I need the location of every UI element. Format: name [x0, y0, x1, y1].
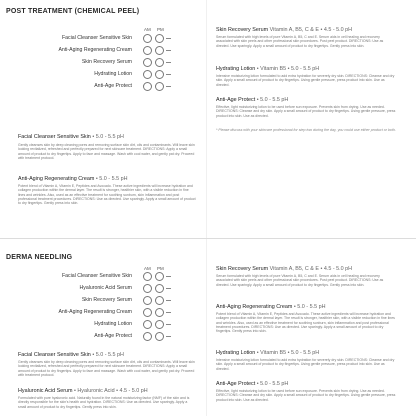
post-pm-header: PM — [157, 27, 164, 32]
post-product-heading — [216, 97, 288, 103]
derma-pm-checkbox[interactable] — [155, 272, 164, 281]
derma-product-description: Effective, light moisturizing lotion to be used before sun exposure. Prevents skin from drying. Use as needed. DIRECTIONS: Cleanse and dry skin. Apply a small amount of product to dry fingertips. Using gentle pressure, press product into skin. Use as directed. — [216, 389, 396, 402]
derma-am-header: AM — [144, 266, 151, 271]
derma-product-heading — [216, 266, 352, 272]
post-note: * Please discuss with your skincare professional for step two during the day, you could use either product or both. — [216, 128, 396, 132]
derma-pm-checkbox[interactable] — [155, 296, 164, 305]
derma-product-heading — [18, 352, 124, 358]
derma-product-description: Potent blend of Vitamin A, Vitamin E, Peptides and Avocado. These active ingredients will increase hydration and collagen production within the dermal layer. The result is stronger, healthier skin, with a visible reduction in fine lines and wrinkles. Also, used as an effective treatment for soothing sunburn, skin inflammation and post professional treatment procedures. DIRECTIONS: Use as directed. Use sparingly. Apply a small amount of product to dry fingertips. Gently press into skin. — [216, 312, 395, 334]
post-step-row — [0, 82, 200, 93]
product-ph: • 5.0 - 5.5 pH — [293, 304, 326, 310]
post-step-row — [0, 70, 200, 81]
product-ph: • Vitamin B5 • 5.0 - 5.5 pH — [256, 66, 320, 72]
derma-section-title: DERMA NEEDLING — [6, 254, 73, 261]
post-am-checkbox[interactable] — [143, 70, 152, 79]
post-am-checkbox[interactable] — [143, 34, 152, 43]
derma-product-heading — [216, 304, 325, 310]
product-name: Hydrating Lotion — [216, 350, 256, 356]
derma-step-row — [0, 308, 200, 319]
post-step-label: Hydrating Lotion — [94, 71, 132, 77]
post-step-label: Anti-Age Protect — [94, 83, 132, 89]
derma-step-label: Skin Recovery Serum — [81, 297, 132, 303]
derma-row-line — [166, 288, 171, 289]
product-ph: • 5.0 - 5.5 pH — [256, 97, 289, 103]
product-name: Skin Recovery Serum — [216, 27, 269, 33]
product-ph: • 5.0 - 5.5 pH — [256, 381, 289, 387]
post-step-label: Skin Recovery Serum — [81, 59, 132, 65]
derma-row-line — [166, 300, 171, 301]
derma-product-heading — [216, 350, 319, 356]
derma-product-description: Serum formulated with high levels of pure Vitamin A, B5, C and E. Serum aids in cell healing and recovery associated with skin peels and other professional skin procedures. Post peel product. DIRECTIONS: Use as directed. Use sparingly. Apply a small amount of product to dry fingertips. Gently press into skin. — [216, 274, 384, 287]
post-step-label: Anti-Aging Regenerating Cream — [58, 47, 132, 53]
product-name: Hydrating Lotion — [216, 66, 256, 72]
post-row-line — [166, 62, 171, 63]
derma-pm-checkbox[interactable] — [155, 308, 164, 317]
post-product-description: Potent blend of Vitamin A, Vitamin E, Peptides and Avocado. These active ingredients will increase hydration and collagen production within the dermal layer. The result is stronger, healthier skin, with a visible reduction in fine lines and wrinkles. Also, used as an effective treatment for soothing sunburn, skin inflammation and post professional treatment procedures. DIRECTIONS: Use as directed. Use sparingly. Apply a small amount of product to dry fingertips. Gently press into skin. — [18, 184, 196, 206]
post-product-heading — [216, 27, 352, 33]
product-ph: • 5.0 - 5.5 pH — [92, 134, 124, 140]
post-row-line — [166, 86, 171, 87]
post-product-description: Intensive moisturizing lotion formulated to add extra hydration for severely dry skin. DIRECTIONS: Cleanse and dry skin. Apply a small amount of product to dry fingertips. Using gentle pressure, press product into skin. Use as directed. — [216, 74, 395, 87]
post-product-description: Effective, light moisturizing lotion to be used before sun exposure. Prevents skin from drying. Use as needed. DIRECTIONS: Cleanse and dry skin. Apply a small amount of product to dry fingertips. Using gentle pressure, press product into skin. Use as directed. — [216, 105, 396, 118]
post-am-header: AM — [144, 27, 151, 32]
post-product-heading — [216, 66, 319, 72]
post-am-checkbox[interactable] — [143, 82, 152, 91]
column-divider — [206, 0, 207, 416]
derma-step-label: Anti-Age Protect — [94, 333, 132, 339]
post-step-row — [0, 46, 200, 57]
product-name: Hyaluronic Acid Serum — [18, 388, 73, 394]
post-row-line — [166, 38, 171, 39]
derma-product-description: Formulated with pure hyaluronic acid. Naturally found in the natural moisturizing factor (NMF) of the skin and is directly responsible for the skin's health and hydration. DIRECTIONS: Use as directed. Use sparingly. Apply a small amount of product to dry fingertips. Gently press into skin. — [18, 396, 190, 409]
derma-product-heading — [216, 381, 288, 387]
product-name: Anti-Age Protect — [216, 381, 256, 387]
derma-am-checkbox[interactable] — [143, 272, 152, 281]
post-pm-checkbox[interactable] — [155, 70, 164, 79]
product-ph: Vitamin A, B5, C & E • 4.5 - 5.0 pH — [269, 27, 353, 33]
derma-step-label: Anti-Aging Regenerating Cream — [58, 309, 132, 315]
derma-am-checkbox[interactable] — [143, 308, 152, 317]
post-product-description: Gently cleanses skin by deep cleaning pores and removing surface skin dirt, oils and contaminants. Will leave skin looking revitalized, refreshed and perfectly prepared for next skincare treatment. DIRECTIONS: Apply a small amount of product to dry fingertips. Apply to face and massage. Wash with cool water, and gently pat dry. Proceed with treatment protocol. — [18, 143, 195, 160]
product-ph: • 5.0 - 5.5 pH — [95, 176, 128, 182]
derma-step-row — [0, 296, 200, 307]
post-pm-checkbox[interactable] — [155, 82, 164, 91]
product-ph: • Hyaluronic Acid • 4.5 - 5.0 pH — [74, 388, 148, 394]
post-step-row — [0, 34, 200, 45]
derma-pm-header: PM — [157, 266, 164, 271]
derma-step-label: Hyaluronic Acid Serum — [79, 285, 132, 291]
post-row-line — [166, 74, 171, 75]
post-step-label: Facial Cleanser Sensitive Skin — [61, 35, 132, 41]
post-section-title: POST TREATMENT (CHEMICAL PEEL) — [6, 8, 140, 15]
derma-am-checkbox[interactable] — [143, 296, 152, 305]
derma-row-line — [166, 276, 171, 277]
post-product-heading — [18, 134, 124, 140]
derma-product-description: Gently cleanses skin by deep cleaning pores and removing surface skin dirt, oils and contaminants. Will leave skin looking revitalized, refreshed and perfectly prepared for next skincare treatment. DIRECTIONS: Apply a small amount of product to dry fingertips. Apply to face and massage. Wash with cool water, and gently pat dry. Proceed with treatment protocol. — [18, 360, 195, 377]
product-ph: Vitamin A, B5, C & E • 4.5 - 5.0 pH — [269, 266, 353, 272]
derma-pm-checkbox[interactable] — [155, 284, 164, 293]
derma-am-checkbox[interactable] — [143, 320, 152, 329]
derma-step-row — [0, 272, 200, 283]
section-divider — [0, 238, 416, 239]
post-pm-checkbox[interactable] — [155, 46, 164, 55]
product-name: Anti-Aging Regenerating Cream — [18, 176, 95, 182]
product-name: Skin Recovery Serum — [216, 266, 269, 272]
post-product-description: Serum formulated with high levels of pure Vitamin A, B5, C and E. Serum aids in cell healing and recovery associated with skin peels and other professional skin procedures. Post peel product. DIRECTIONS: Use as directed. Use sparingly. Apply a small amount of product to dry fingertips. Gently press into skin. — [216, 35, 384, 48]
derma-step-label: Hydrating Lotion — [94, 321, 132, 327]
product-ph: • Vitamin B5 • 5.0 - 5.5 pH — [256, 350, 320, 356]
derma-row-line — [166, 312, 171, 313]
product-name: Anti-Age Protect — [216, 97, 256, 103]
post-row-line — [166, 50, 171, 51]
derma-row-line — [166, 324, 171, 325]
derma-step-label: Facial Cleanser Sensitive Skin — [61, 273, 132, 279]
derma-pm-checkbox[interactable] — [155, 320, 164, 329]
product-name: Anti-Aging Regenerating Cream — [216, 304, 293, 310]
derma-product-description: Intensive moisturizing lotion formulated to add extra hydration for severely dry skin. DIRECTIONS: Cleanse and dry skin. Apply a small amount of product to dry fingertips. Using gentle pressure, press product into skin. Use as directed. — [216, 358, 395, 371]
derma-am-checkbox[interactable] — [143, 284, 152, 293]
post-step-row — [0, 58, 200, 69]
post-pm-checkbox[interactable] — [155, 34, 164, 43]
post-am-checkbox[interactable] — [143, 58, 152, 67]
product-name: Facial Cleanser Sensitive Skin — [18, 134, 91, 140]
derma-step-row — [0, 320, 200, 331]
post-am-checkbox[interactable] — [143, 46, 152, 55]
derma-product-heading — [18, 388, 148, 394]
derma-am-checkbox[interactable] — [143, 332, 152, 341]
post-product-heading — [18, 176, 127, 182]
derma-step-row — [0, 284, 200, 295]
product-name: Facial Cleanser Sensitive Skin — [18, 352, 91, 358]
product-ph: • 5.0 - 5.5 pH — [92, 352, 124, 358]
derma-step-row — [0, 332, 200, 343]
post-pm-checkbox[interactable] — [155, 58, 164, 67]
derma-row-line — [166, 336, 171, 337]
derma-pm-checkbox[interactable] — [155, 332, 164, 341]
